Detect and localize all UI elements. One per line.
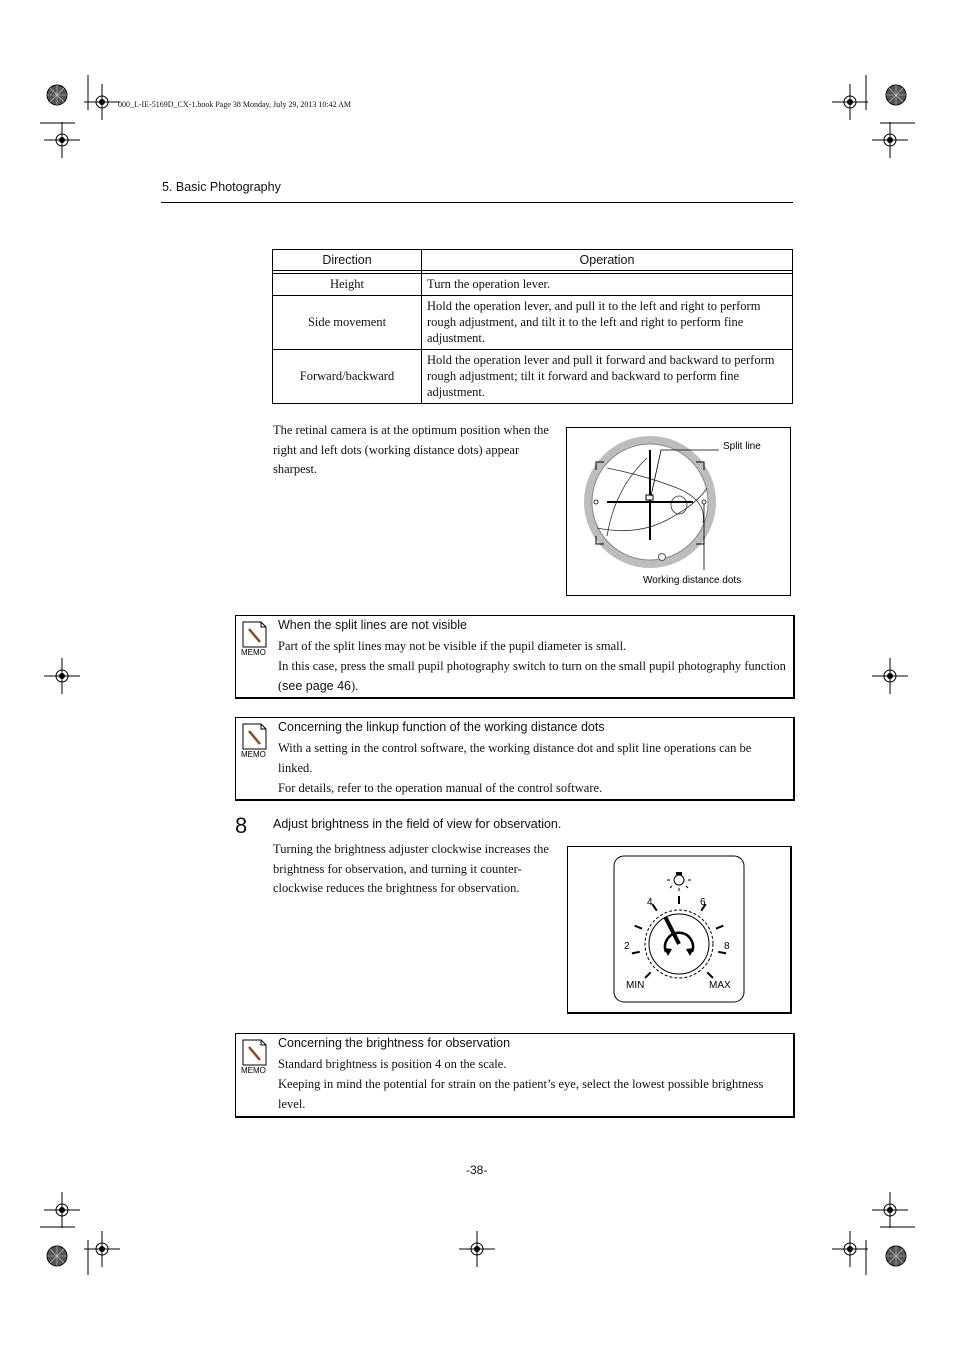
memo-body — [278, 636, 788, 696]
memo-line: Part of the split lines may not be visible if the pupil diameter is small. — [278, 639, 627, 653]
memo-line-text: In this case, press the small pupil photography switch to turn on the small pupil photography function ( — [278, 659, 786, 693]
brightness-dial-diagram — [568, 847, 790, 1012]
split-line-diagram — [567, 428, 790, 595]
split-line-label: Split line — [723, 441, 761, 452]
retinal-paragraph: The retinal camera is at the optimum position when the right and left dots (working distance dots) appear sharpest. — [273, 423, 549, 476]
memo-label: MEMO — [241, 750, 266, 759]
table-cell-direction: Height — [273, 274, 422, 296]
table-row — [273, 274, 793, 296]
memo-line-end: ). — [350, 679, 359, 693]
memo-icon — [241, 1039, 267, 1075]
table-cell-direction: Side movement — [273, 296, 422, 350]
dial-label-max: MAX — [709, 980, 731, 991]
memo-title: When the split lines are not visible — [278, 618, 467, 632]
memo-linkup-function — [235, 717, 795, 801]
table-cell-operation: Turn the operation lever. — [422, 274, 793, 296]
table-cell-operation: Hold the operation lever and pull it forward and backward to perform rough adjustment; tilt it forward and backward to perform fine adjustment. — [422, 350, 793, 404]
memo-brightness — [235, 1033, 795, 1118]
dial-label-2: 2 — [624, 941, 630, 952]
memo-icon — [241, 621, 267, 657]
memo-line: For details, refer to the operation manual of the control software. — [278, 781, 603, 795]
dial-label-min: MIN — [626, 980, 645, 991]
brightness-paragraph: Turning the brightness adjuster clockwise increases the brightness for observation, and turning it counter-clockwise reduces the brightness for observation. — [273, 842, 549, 895]
file-info: 000_L-IE-5169D_CX-1.book Page 38 Monday, July 29, 2013 10:42 AM — [118, 100, 352, 109]
memo-title: Concerning the linkup function of the working distance dots — [278, 720, 605, 734]
memo-label: MEMO — [241, 648, 266, 657]
split-line-figure — [566, 427, 791, 596]
step-number: 8 — [235, 813, 248, 838]
memo-label: MEMO — [241, 1066, 266, 1075]
table-cell-direction: Forward/backward — [273, 350, 422, 404]
memo-line — [278, 656, 788, 696]
memo-line: Standard brightness is position 4 on the scale. — [278, 1057, 507, 1071]
memo-line: With a setting in the control software, the working distance dot and split line operations can be linked. — [278, 741, 752, 775]
table-cell-operation: Hold the operation lever, and pull it to the left and right to perform rough adjustment, and tilt it to the left and right to perform fine adjustment. — [422, 296, 793, 350]
working-distance-label: Working distance dots — [643, 575, 742, 586]
memo-line: Keeping in mind the potential for strain on the patient’s eye, select the lowest possible brightness level. — [278, 1077, 764, 1111]
table-header-row — [273, 250, 793, 271]
memo-body — [278, 1054, 788, 1114]
table-header-operation: Operation — [422, 250, 793, 271]
memo-title: Concerning the brightness for observation — [278, 1036, 511, 1050]
dial-label-8: 8 — [724, 941, 730, 952]
section-header: 5. Basic Photography — [162, 180, 281, 194]
dial-label-6: 6 — [700, 897, 706, 908]
page-reference-link[interactable]: see page 46 — [282, 679, 351, 693]
table-header-direction: Direction — [273, 250, 422, 271]
page-number: -38- — [466, 1163, 488, 1177]
dial-label-4: 4 — [647, 897, 653, 908]
table-row — [273, 350, 793, 404]
step-text: Adjust brightness in the field of view for observation. — [273, 817, 562, 831]
memo-body — [278, 738, 788, 798]
brightness-dial-figure — [567, 846, 792, 1014]
direction-operation-table — [272, 249, 793, 404]
memo-split-lines — [235, 615, 795, 699]
table-row — [273, 296, 793, 350]
memo-icon — [241, 723, 267, 759]
header-rule — [161, 202, 793, 203]
